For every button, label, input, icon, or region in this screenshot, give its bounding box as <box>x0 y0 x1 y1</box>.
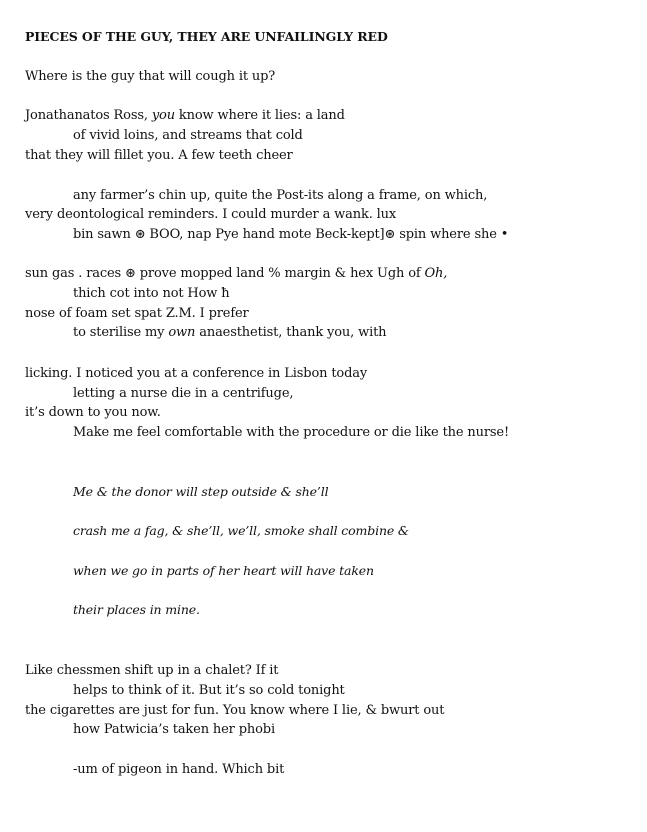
stanza2-line1: any farmer’s chin up, quite the Post-its along a frame, on which, <box>73 188 488 203</box>
stanza1-line2: of vivid loins, and streams that cold <box>73 128 303 143</box>
italic-stanza-line2: crash me a fag, & she’ll, we’ll, smoke shall combine & <box>73 523 409 538</box>
stanza3-line4-pre: to sterilise my <box>73 325 169 340</box>
italic-stanza-line1: Me & the donor will step outside & she’ll <box>73 484 329 499</box>
stanza3-line3: nose of foam set spat Z.M. I prefer <box>25 306 249 321</box>
stanza4-line4: Make me feel comfortable with the procedure or die like the nurse! <box>73 425 510 440</box>
stanza3-line1-emphasis: Oh, <box>424 266 448 281</box>
italic-stanza-line3: when we go in parts of her heart will have taken <box>73 563 374 578</box>
stanza2-line2: very deontological reminders. I could murder a wank. lux <box>25 207 397 222</box>
stanza3-line4-emphasis: own <box>168 325 196 340</box>
stanza3-line1 <box>25 266 447 282</box>
stanza3-line2: thich cot into not How ħ <box>73 286 230 301</box>
poem-line-closing: -um of pigeon in hand. Which bit <box>73 762 285 777</box>
stanza4-line2: letting a nurse die in a centrifuge, <box>73 386 294 401</box>
stanza3-line1-pre: sun gas . races ⊛ prove mopped land % margin & hex Ugh of <box>25 266 425 281</box>
stanza1-line1 <box>25 108 345 124</box>
stanza1-line1-emphasis: you <box>151 108 175 123</box>
poem-title: PIECES OF THE GUY, THEY ARE UNFAILINGLY RED <box>25 29 388 44</box>
stanza1-line3: that they will fillet you. A few teeth cheer <box>25 148 293 163</box>
stanza1-line1-pre: Jonathanatos Ross, <box>25 108 152 123</box>
stanza3-line4-post: anaesthetist, thank you, with <box>195 325 387 340</box>
stanza5-line2: helps to think of it. But it’s so cold tonight <box>73 683 345 698</box>
stanza5-line4: how Patwicia’s taken her phobi <box>73 722 275 737</box>
poem-line-opening: Where is the guy that will cough it up? <box>25 69 276 84</box>
stanza4-line1: licking. I noticed you at a conference in Lisbon today <box>25 366 368 381</box>
stanza5-line1: Like chessmen shift up in a chalet? If it <box>25 663 279 678</box>
stanza2-line3: bin sawn ⊛ BOO, nap Pye hand mote Beck-kept]⊛ spin where she • <box>73 227 509 242</box>
italic-stanza-line4: their places in mine. <box>73 602 200 617</box>
stanza4-line3: it’s down to you now. <box>25 405 161 420</box>
stanza3-line4 <box>73 325 386 341</box>
stanza5-line3: the cigarettes are just for fun. You know where I lie, & bwurt out <box>25 703 445 718</box>
stanza1-line1-post: know where it lies: a land <box>174 108 345 123</box>
